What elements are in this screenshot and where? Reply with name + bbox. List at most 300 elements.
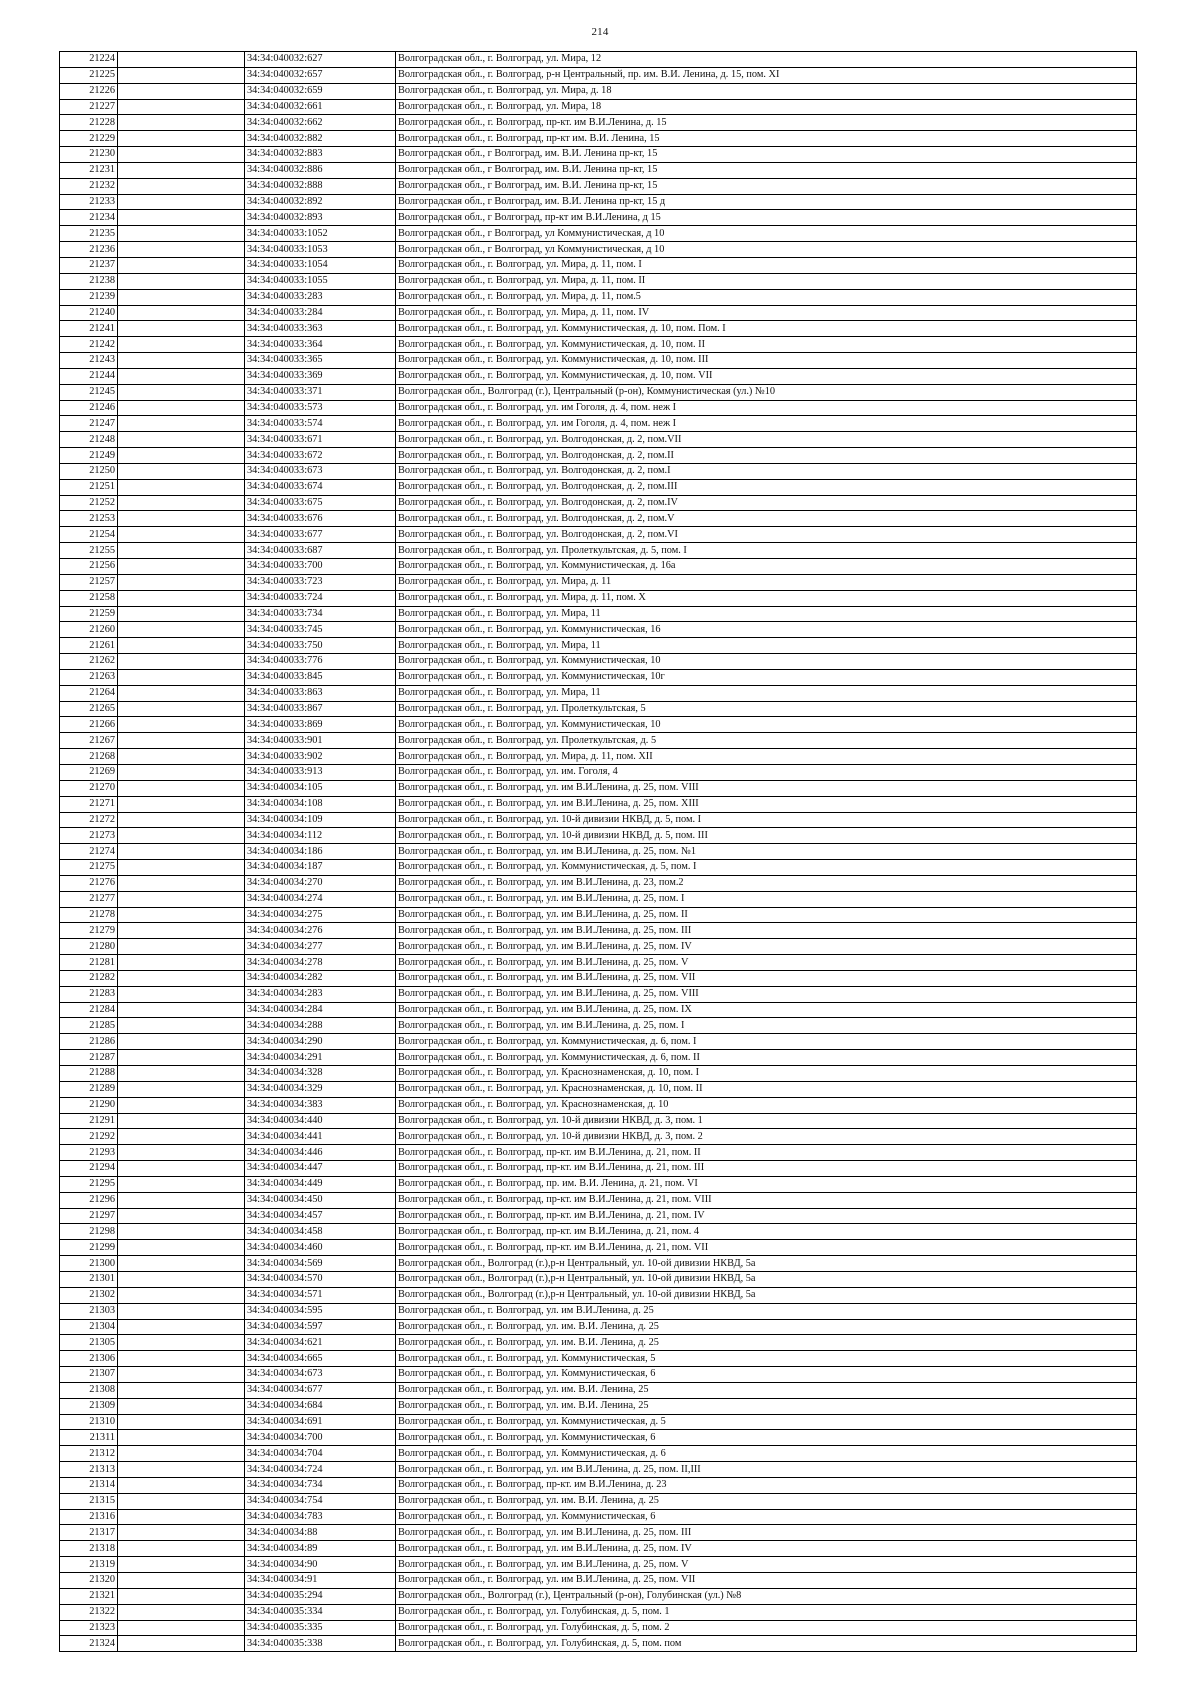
cadastral-number-cell: 34:34:040034:700 (245, 1430, 396, 1446)
empty-cell (118, 1493, 245, 1509)
row-number-cell: 21227 (60, 99, 118, 115)
address-cell: Волгоградская обл., г. Волгоград, ул. Пролеткультская, д. 5, пом. I (396, 543, 1137, 559)
row-number-cell: 21292 (60, 1129, 118, 1145)
empty-cell (118, 1525, 245, 1541)
address-cell: Волгоградская обл., Волгоград (г.),р-н Центральный, ул. 10-ой дивизии НКВД, 5а (396, 1256, 1137, 1272)
table-row (60, 416, 1137, 432)
empty-cell (118, 273, 245, 289)
cadastral-number-cell: 34:34:040035:294 (245, 1588, 396, 1604)
table-row (60, 622, 1137, 638)
address-cell: Волгоградская обл., г. Волгоград, ул. Краснознаменская, д. 10, пом. II (396, 1081, 1137, 1097)
address-cell: Волгоградская обл., г. Волгоград, пр-кт. им В.И.Ленина, д. 21, пом. IV (396, 1208, 1137, 1224)
table-row (60, 828, 1137, 844)
address-cell: Волгоградская обл., г Волгоград, им. В.И. Ленина пр-кт, 15 (396, 147, 1137, 163)
table-row (60, 923, 1137, 939)
row-number-cell: 21238 (60, 273, 118, 289)
table-row (60, 1034, 1137, 1050)
empty-cell (118, 416, 245, 432)
cadastral-number-cell: 34:34:040032:659 (245, 83, 396, 99)
table-row (60, 1303, 1137, 1319)
address-cell: Волгоградская обл., г. Волгоград, ул. им В.И.Ленина, д. 25 (396, 1303, 1137, 1319)
empty-cell (118, 1430, 245, 1446)
cadastral-number-cell: 34:34:040033:863 (245, 685, 396, 701)
row-number-cell: 21242 (60, 337, 118, 353)
address-cell: Волгоградская обл., г. Волгоград, ул. Волгодонская, д. 2, пом.I (396, 463, 1137, 479)
empty-cell (118, 1604, 245, 1620)
row-number-cell: 21308 (60, 1382, 118, 1398)
table-row (60, 210, 1137, 226)
address-cell: Волгоградская обл., г. Волгоград, ул. Коммунистическая, 10 (396, 717, 1137, 733)
table-row (60, 242, 1137, 258)
cadastral-number-cell: 34:34:040034:460 (245, 1240, 396, 1256)
row-number-cell: 21311 (60, 1430, 118, 1446)
empty-cell (118, 1636, 245, 1652)
empty-cell (118, 907, 245, 923)
row-number-cell: 21323 (60, 1620, 118, 1636)
cadastral-number-cell: 34:34:040034:278 (245, 955, 396, 971)
address-cell: Волгоградская обл., г. Волгоград, ул. Коммунистическая, 6 (396, 1430, 1137, 1446)
cadastral-number-cell: 34:34:040034:449 (245, 1176, 396, 1192)
table-row (60, 131, 1137, 147)
empty-cell (118, 860, 245, 876)
cadastral-number-cell: 34:34:040032:661 (245, 99, 396, 115)
table-row (60, 1161, 1137, 1177)
cadastral-number-cell: 34:34:040033:573 (245, 400, 396, 416)
cadastral-number-cell: 34:34:040034:186 (245, 844, 396, 860)
address-cell: Волгоградская обл., г. Волгоград, пр-кт. им В.И.Ленина, д. 21, пом. II (396, 1145, 1137, 1161)
cadastral-number-cell: 34:34:040034:570 (245, 1271, 396, 1287)
row-number-cell: 21300 (60, 1256, 118, 1272)
empty-cell (118, 812, 245, 828)
row-number-cell: 21296 (60, 1192, 118, 1208)
row-number-cell: 21265 (60, 701, 118, 717)
cadastral-number-cell: 34:34:040034:691 (245, 1414, 396, 1430)
empty-cell (118, 67, 245, 83)
cadastral-number-cell: 34:34:040034:446 (245, 1145, 396, 1161)
address-cell: Волгоградская обл., г Волгоград, ул Коммунистическая, д 10 (396, 242, 1137, 258)
address-cell: Волгоградская обл., г. Волгоград, ул. им В.И.Ленина, д. 25, пом. VIII (396, 780, 1137, 796)
row-number-cell: 21263 (60, 669, 118, 685)
table-row (60, 52, 1137, 68)
empty-cell (118, 527, 245, 543)
empty-cell (118, 923, 245, 939)
cadastral-number-cell: 34:34:040034:91 (245, 1573, 396, 1589)
empty-cell (118, 83, 245, 99)
empty-cell (118, 622, 245, 638)
row-number-cell: 21264 (60, 685, 118, 701)
cadastral-number-cell: 34:34:040033:1052 (245, 226, 396, 242)
empty-cell (118, 780, 245, 796)
cadastral-number-cell: 34:34:040034:677 (245, 1382, 396, 1398)
empty-cell (118, 1161, 245, 1177)
table-row (60, 1271, 1137, 1287)
row-number-cell: 21303 (60, 1303, 118, 1319)
row-number-cell: 21235 (60, 226, 118, 242)
cadastral-number-cell: 34:34:040034:105 (245, 780, 396, 796)
table-row (60, 1018, 1137, 1034)
empty-cell (118, 574, 245, 590)
address-cell: Волгоградская обл., г. Волгоград, ул. Мира, д. 11, пом.5 (396, 289, 1137, 305)
empty-cell (118, 448, 245, 464)
cadastral-number-cell: 34:34:040034:621 (245, 1335, 396, 1351)
empty-cell (118, 400, 245, 416)
empty-cell (118, 511, 245, 527)
empty-cell (118, 559, 245, 575)
empty-cell (118, 733, 245, 749)
row-number-cell: 21309 (60, 1398, 118, 1414)
address-cell: Волгоградская обл., г. Волгоград, ул. Пролеткультская, 5 (396, 701, 1137, 717)
empty-cell (118, 1256, 245, 1272)
address-cell: Волгоградская обл., г. Волгоград, пр-кт. им В.И.Ленина, д. 21, пом. 4 (396, 1224, 1137, 1240)
registry-table (59, 51, 1137, 1652)
row-number-cell: 21225 (60, 67, 118, 83)
cadastral-number-cell: 34:34:040034:277 (245, 939, 396, 955)
cadastral-number-cell: 34:34:040034:282 (245, 970, 396, 986)
row-number-cell: 21312 (60, 1446, 118, 1462)
address-cell: Волгоградская обл., г. Волгоград, ул. Волгодонская, д. 2, пом.VI (396, 527, 1137, 543)
row-number-cell: 21259 (60, 606, 118, 622)
cadastral-number-cell: 34:34:040033:700 (245, 559, 396, 575)
row-number-cell: 21321 (60, 1588, 118, 1604)
address-cell: Волгоградская обл., г. Волгоград, ул. им Гоголя, д. 4, пом. неж I (396, 416, 1137, 432)
table-row (60, 764, 1137, 780)
table-row (60, 115, 1137, 131)
cadastral-number-cell: 34:34:040032:882 (245, 131, 396, 147)
cadastral-number-cell: 34:34:040032:892 (245, 194, 396, 210)
row-number-cell: 21318 (60, 1541, 118, 1557)
row-number-cell: 21306 (60, 1351, 118, 1367)
empty-cell (118, 1351, 245, 1367)
address-cell: Волгоградская обл., г. Волгоград, ул. им В.И.Ленина, д. 25, пом. №1 (396, 844, 1137, 860)
cadastral-number-cell: 34:34:040034:112 (245, 828, 396, 844)
address-cell: Волгоградская обл., г. Волгоград, ул. им В.И.Ленина, д. 25, пом. VII (396, 1573, 1137, 1589)
address-cell: Волгоградская обл., г Волгоград, им. В.И. Ленина пр-кт, 15 д (396, 194, 1137, 210)
row-number-cell: 21255 (60, 543, 118, 559)
empty-cell (118, 1414, 245, 1430)
row-number-cell: 21232 (60, 178, 118, 194)
table-row (60, 986, 1137, 1002)
empty-cell (118, 147, 245, 163)
empty-cell (118, 543, 245, 559)
cadastral-number-cell: 34:34:040034:595 (245, 1303, 396, 1319)
empty-cell (118, 939, 245, 955)
address-cell: Волгоградская обл., г. Волгоград, ул. 10-й дивизии НКВД, д. 3, пом. 1 (396, 1113, 1137, 1129)
cadastral-number-cell: 34:34:040034:108 (245, 796, 396, 812)
table-row (60, 1240, 1137, 1256)
cadastral-number-cell: 34:34:040033:365 (245, 353, 396, 369)
row-number-cell: 21261 (60, 638, 118, 654)
table-row (60, 178, 1137, 194)
table-row (60, 844, 1137, 860)
empty-cell (118, 654, 245, 670)
empty-cell (118, 1367, 245, 1383)
address-cell: Волгоградская обл., Волгоград (г.),р-н Центральный, ул. 10-ой дивизии НКВД, 5а (396, 1287, 1137, 1303)
table-row (60, 527, 1137, 543)
empty-cell (118, 1192, 245, 1208)
row-number-cell: 21282 (60, 970, 118, 986)
table-row (60, 701, 1137, 717)
address-cell: Волгоградская обл., Волгоград (г.), Центральный (р-он), Коммунистическая (ул.) №10 (396, 384, 1137, 400)
table-row (60, 495, 1137, 511)
empty-cell (118, 1066, 245, 1082)
cadastral-number-cell: 34:34:040034:458 (245, 1224, 396, 1240)
row-number-cell: 21244 (60, 368, 118, 384)
cadastral-number-cell: 34:34:040033:283 (245, 289, 396, 305)
address-cell: Волгоградская обл., г Волгоград, ул Коммунистическая, д 10 (396, 226, 1137, 242)
empty-cell (118, 242, 245, 258)
empty-cell (118, 210, 245, 226)
cadastral-number-cell: 34:34:040033:675 (245, 495, 396, 511)
table-row (60, 638, 1137, 654)
address-cell: Волгоградская обл., г. Волгоград, пр-кт. им В.И.Ленина, д. 21, пом. III (396, 1161, 1137, 1177)
address-cell: Волгоградская обл., г. Волгоград, пр-кт. им В.И.Ленина, д. 21, пом. VIII (396, 1192, 1137, 1208)
address-cell: Волгоградская обл., г. Волгоград, ул. Мира, д. 11 (396, 574, 1137, 590)
empty-cell (118, 1509, 245, 1525)
cadastral-number-cell: 34:34:040033:734 (245, 606, 396, 622)
row-number-cell: 21228 (60, 115, 118, 131)
cadastral-number-cell: 34:34:040034:597 (245, 1319, 396, 1335)
address-cell: Волгоградская обл., г. Волгоград, ул. им. В.И. Ленина, д. 25 (396, 1493, 1137, 1509)
row-number-cell: 21266 (60, 717, 118, 733)
cadastral-number-cell: 34:34:040034:734 (245, 1477, 396, 1493)
row-number-cell: 21295 (60, 1176, 118, 1192)
address-cell: Волгоградская обл., г. Волгоград, ул. им В.И.Ленина, д. 25, пом. III (396, 1525, 1137, 1541)
empty-cell (118, 289, 245, 305)
address-cell: Волгоградская обл., Волгоград (г.), Центральный (р-он), Голубинская (ул.) №8 (396, 1588, 1137, 1604)
table-row (60, 669, 1137, 685)
address-cell: Волгоградская обл., г. Волгоград, ул. Пролеткультская, д. 5 (396, 733, 1137, 749)
table-row (60, 305, 1137, 321)
cadastral-number-cell: 34:34:040033:723 (245, 574, 396, 590)
row-number-cell: 21237 (60, 257, 118, 273)
row-number-cell: 21289 (60, 1081, 118, 1097)
cadastral-number-cell: 34:34:040032:883 (245, 147, 396, 163)
address-cell: Волгоградская обл., г. Волгоград, пр. им. В.И. Ленина, д. 21, пом. VI (396, 1176, 1137, 1192)
table-row (60, 1145, 1137, 1161)
cadastral-number-cell: 34:34:040032:888 (245, 178, 396, 194)
row-number-cell: 21280 (60, 939, 118, 955)
table-row (60, 1113, 1137, 1129)
cadastral-number-cell: 34:34:040034:440 (245, 1113, 396, 1129)
empty-cell (118, 99, 245, 115)
table-row (60, 1208, 1137, 1224)
cadastral-number-cell: 34:34:040033:867 (245, 701, 396, 717)
row-number-cell: 21320 (60, 1573, 118, 1589)
table-row (60, 891, 1137, 907)
table-row (60, 448, 1137, 464)
cadastral-number-cell: 34:34:040034:383 (245, 1097, 396, 1113)
table-row (60, 749, 1137, 765)
empty-cell (118, 1050, 245, 1066)
empty-cell (118, 353, 245, 369)
empty-cell (118, 1208, 245, 1224)
table-row (60, 337, 1137, 353)
table-row (60, 1462, 1137, 1478)
empty-cell (118, 1271, 245, 1287)
empty-cell (118, 796, 245, 812)
cadastral-number-cell: 34:34:040034:441 (245, 1129, 396, 1145)
address-cell: Волгоградская обл., г. Волгоград, ул. Мира, 12 (396, 52, 1137, 68)
table-row (60, 1319, 1137, 1335)
table-row (60, 1256, 1137, 1272)
address-cell: Волгоградская обл., г. Волгоград, ул. Коммунистическая, д. 16а (396, 559, 1137, 575)
row-number-cell: 21272 (60, 812, 118, 828)
address-cell: Волгоградская обл., г. Волгоград, ул. им В.И.Ленина, д. 25, пом. IX (396, 1002, 1137, 1018)
empty-cell (118, 463, 245, 479)
cadastral-number-cell: 34:34:040033:869 (245, 717, 396, 733)
row-number-cell: 21275 (60, 860, 118, 876)
table-row (60, 1414, 1137, 1430)
empty-cell (118, 986, 245, 1002)
address-cell: Волгоградская обл., г. Волгоград, ул. Коммунистическая, 5 (396, 1351, 1137, 1367)
address-cell: Волгоградская обл., г. Волгоград, ул. им В.И.Ленина, д. 25, пом. II,III (396, 1462, 1137, 1478)
table-row (60, 1081, 1137, 1097)
cadastral-number-cell: 34:34:040034:270 (245, 875, 396, 891)
cadastral-number-cell: 34:34:040034:569 (245, 1256, 396, 1272)
row-number-cell: 21301 (60, 1271, 118, 1287)
address-cell: Волгоградская обл., г. Волгоград, ул. им. В.И. Ленина, д. 25 (396, 1335, 1137, 1351)
address-cell: Волгоградская обл., г. Волгоград, ул. Коммунистическая, 10г (396, 669, 1137, 685)
address-cell: Волгоградская обл., г. Волгоград, ул. Мира, 11 (396, 606, 1137, 622)
table-row (60, 162, 1137, 178)
cadastral-number-cell: 34:34:040034:754 (245, 1493, 396, 1509)
address-cell: Волгоградская обл., г Волгоград, пр-кт им В.И.Ленина, д 15 (396, 210, 1137, 226)
cadastral-number-cell: 34:34:040034:274 (245, 891, 396, 907)
table-row (60, 606, 1137, 622)
row-number-cell: 21285 (60, 1018, 118, 1034)
address-cell: Волгоградская обл., г. Волгоград, ул. им Гоголя, д. 4, пом. неж I (396, 400, 1137, 416)
cadastral-number-cell: 34:34:040034:783 (245, 1509, 396, 1525)
table-row (60, 733, 1137, 749)
address-cell: Волгоградская обл., г. Волгоград, ул. Волгодонская, д. 2, пом.II (396, 448, 1137, 464)
empty-cell (118, 305, 245, 321)
table-row (60, 273, 1137, 289)
empty-cell (118, 717, 245, 733)
table-row (60, 875, 1137, 891)
address-cell: Волгоградская обл., г. Волгоград, ул. им В.И.Ленина, д. 25, пом. I (396, 891, 1137, 907)
empty-cell (118, 638, 245, 654)
cadastral-number-cell: 34:34:040033:672 (245, 448, 396, 464)
row-number-cell: 21319 (60, 1557, 118, 1573)
address-cell: Волгоградская обл., г. Волгоград, ул. Коммунистическая, д. 10, пом. II (396, 337, 1137, 353)
row-number-cell: 21305 (60, 1335, 118, 1351)
row-number-cell: 21250 (60, 463, 118, 479)
table-row (60, 1525, 1137, 1541)
empty-cell (118, 1398, 245, 1414)
address-cell: Волгоградская обл., г. Волгоград, ул. им В.И.Ленина, д. 25, пом. III (396, 923, 1137, 939)
empty-cell (118, 1446, 245, 1462)
address-cell: Волгоградская обл., г. Волгоград, р-н Центральный, пр. им. В.И. Ленина, д. 15, пом. XI (396, 67, 1137, 83)
row-number-cell: 21249 (60, 448, 118, 464)
empty-cell (118, 875, 245, 891)
empty-cell (118, 194, 245, 210)
row-number-cell: 21293 (60, 1145, 118, 1161)
row-number-cell: 21294 (60, 1161, 118, 1177)
cadastral-number-cell: 34:34:040034:673 (245, 1367, 396, 1383)
cadastral-number-cell: 34:34:040033:673 (245, 463, 396, 479)
cadastral-number-cell: 34:34:040034:284 (245, 1002, 396, 1018)
address-cell: Волгоградская обл., г. Волгоград, ул. Коммунистическая, 6 (396, 1509, 1137, 1525)
address-cell: Волгоградская обл., г. Волгоград, пр-кт. им В.И.Ленина, д. 15 (396, 115, 1137, 131)
table-row (60, 1509, 1137, 1525)
empty-cell (118, 162, 245, 178)
empty-cell (118, 432, 245, 448)
table-row (60, 289, 1137, 305)
table-row (60, 907, 1137, 923)
cadastral-number-cell: 34:34:040035:335 (245, 1620, 396, 1636)
cadastral-number-cell: 34:34:040034:457 (245, 1208, 396, 1224)
row-number-cell: 21298 (60, 1224, 118, 1240)
address-cell: Волгоградская обл., г. Волгоград, ул. Мира, д. 11, пом. XII (396, 749, 1137, 765)
table-row (60, 1430, 1137, 1446)
table-row (60, 1604, 1137, 1620)
row-number-cell: 21271 (60, 796, 118, 812)
empty-cell (118, 1620, 245, 1636)
address-cell: Волгоградская обл., г. Волгоград, ул. им В.И.Ленина, д. 25, пом. IV (396, 1541, 1137, 1557)
row-number-cell: 21246 (60, 400, 118, 416)
empty-cell (118, 764, 245, 780)
cadastral-number-cell: 34:34:040033:371 (245, 384, 396, 400)
address-cell: Волгоградская обл., г. Волгоград, ул. им. В.И. Ленина, д. 25 (396, 1319, 1137, 1335)
table-row (60, 257, 1137, 273)
address-cell: Волгоградская обл., г Волгоград, им. В.И. Ленина пр-кт, 15 (396, 178, 1137, 194)
table-row (60, 400, 1137, 416)
table-row (60, 1382, 1137, 1398)
row-number-cell: 21258 (60, 590, 118, 606)
address-cell: Волгоградская обл., г. Волгоград, ул. Коммунистическая, д. 10, пом. VII (396, 368, 1137, 384)
row-number-cell: 21251 (60, 479, 118, 495)
empty-cell (118, 1129, 245, 1145)
table-row (60, 384, 1137, 400)
row-number-cell: 21299 (60, 1240, 118, 1256)
address-cell: Волгоградская обл., г. Волгоград, ул. Мира, д. 11, пом. IV (396, 305, 1137, 321)
table-row (60, 1002, 1137, 1018)
empty-cell (118, 1319, 245, 1335)
cadastral-number-cell: 34:34:040033:369 (245, 368, 396, 384)
address-cell: Волгоградская обл., г. Волгоград, ул. им В.И.Ленина, д. 25, пом. VIII (396, 986, 1137, 1002)
table-row (60, 1367, 1137, 1383)
table-row (60, 1588, 1137, 1604)
address-cell: Волгоградская обл., г. Волгоград, ул. им В.И.Ленина, д. 25, пом. V (396, 1557, 1137, 1573)
cadastral-number-cell: 34:34:040034:684 (245, 1398, 396, 1414)
address-cell: Волгоградская обл., Волгоград (г.),р-н Центральный, ул. 10-ой дивизии НКВД, 5а (396, 1271, 1137, 1287)
empty-cell (118, 1240, 245, 1256)
cadastral-number-cell: 34:34:040033:364 (245, 337, 396, 353)
empty-cell (118, 384, 245, 400)
cadastral-number-cell: 34:34:040032:657 (245, 67, 396, 83)
cadastral-number-cell: 34:34:040033:677 (245, 527, 396, 543)
table-row (60, 685, 1137, 701)
cadastral-number-cell: 34:34:040033:902 (245, 749, 396, 765)
address-cell: Волгоградская обл., г. Волгоград, ул. Коммунистическая, д. 10, пом. III (396, 353, 1137, 369)
address-cell: Волгоградская обл., г. Волгоград, ул. Коммунистическая, 16 (396, 622, 1137, 638)
empty-cell (118, 685, 245, 701)
address-cell: Волгоградская обл., г. Волгоград, ул. 10-й дивизии НКВД, д. 5, пом. I (396, 812, 1137, 828)
table-row (60, 99, 1137, 115)
cadastral-number-cell: 34:34:040034:571 (245, 1287, 396, 1303)
cadastral-number-cell: 34:34:040034:724 (245, 1462, 396, 1478)
empty-cell (118, 1573, 245, 1589)
empty-cell (118, 115, 245, 131)
row-number-cell: 21240 (60, 305, 118, 321)
row-number-cell: 21231 (60, 162, 118, 178)
table-row (60, 1636, 1137, 1652)
empty-cell (118, 1541, 245, 1557)
table-row (60, 860, 1137, 876)
address-cell: Волгоградская обл., г Волгоград, им. В.И. Ленина пр-кт, 15 (396, 162, 1137, 178)
row-number-cell: 21279 (60, 923, 118, 939)
empty-cell (118, 844, 245, 860)
